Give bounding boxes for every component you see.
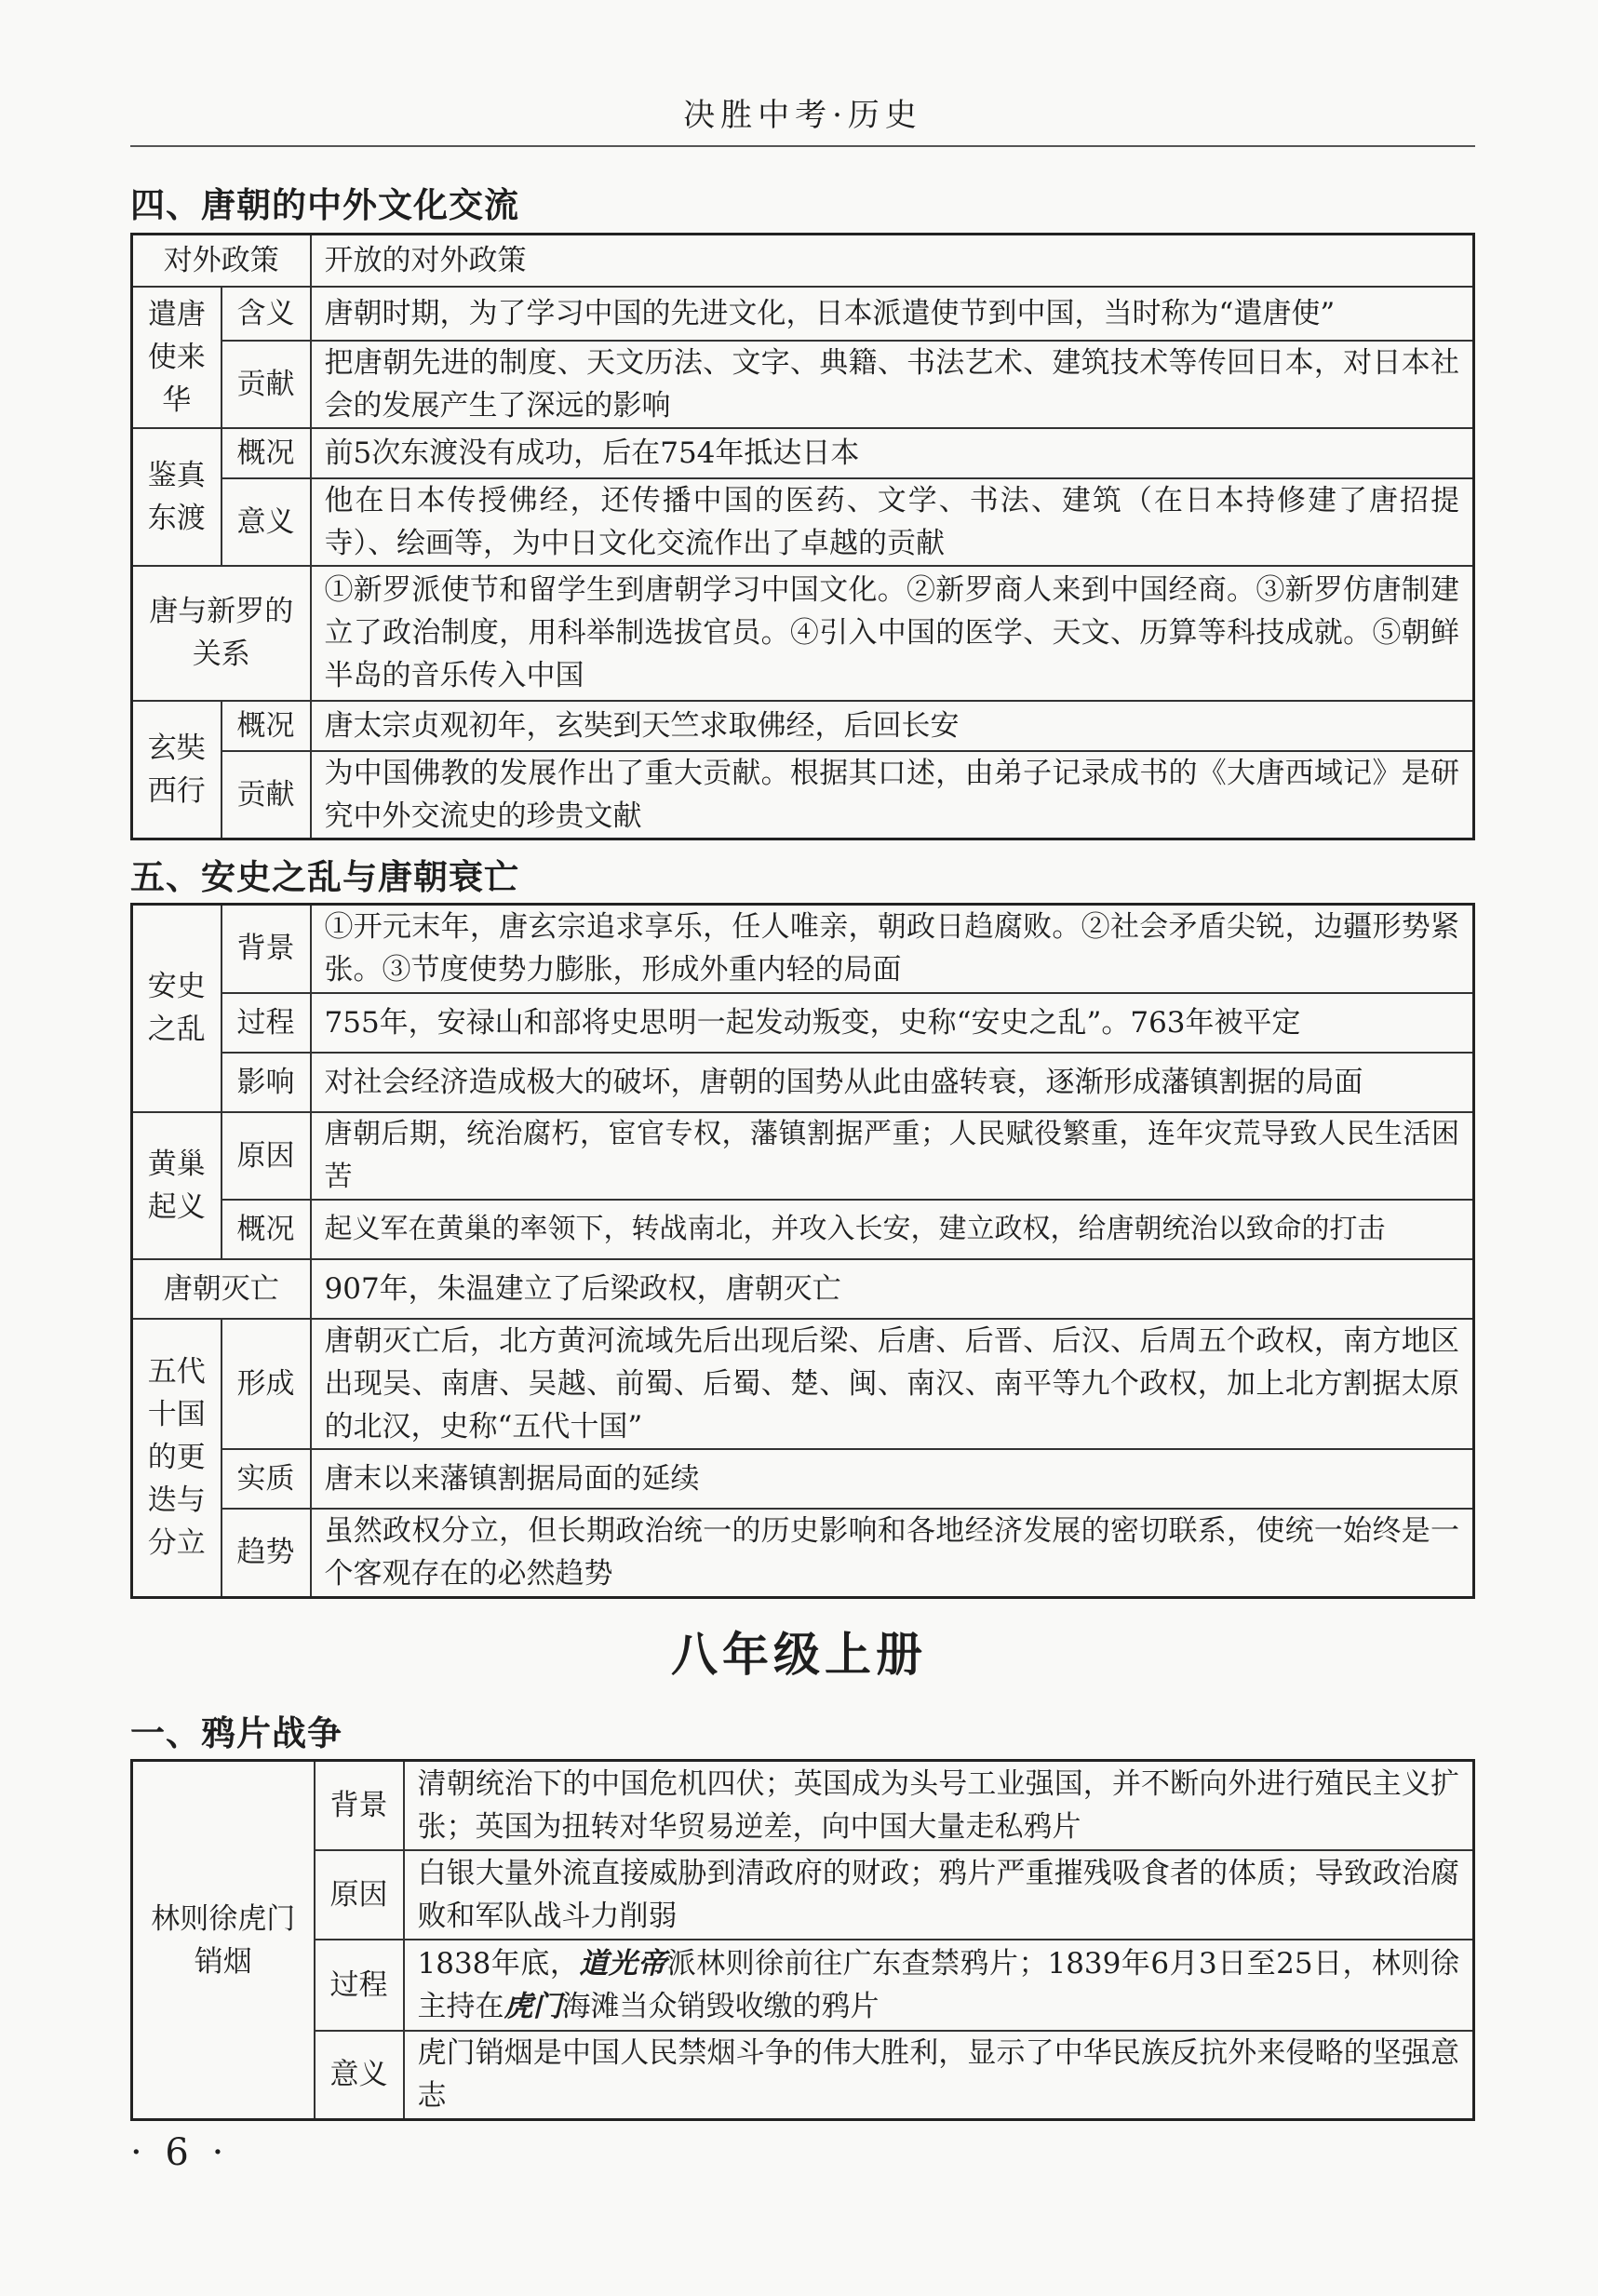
table-row [132,1509,1474,1598]
row-label: 唐与新罗的关系 [132,566,311,701]
page-header: 决胜中考·历史 [130,86,1475,147]
sub-label: 原因 [222,1112,311,1200]
table-row [132,235,1474,287]
table-row [132,701,1474,751]
table-row [132,905,1474,993]
table-row [132,993,1474,1053]
cell-content: 清朝统治下的中国危机四伏；英国成为头号工业强国，并不断向外进行殖民主义扩张；英国为扭转对华贸易逆差，向中国大量走私鸦片 [404,1761,1474,1850]
table-anshi [130,903,1475,1599]
cell-content: ①开元末年，唐玄宗追求享乐，任人唯亲，朝政日趋腐败。②社会矛盾尖锐，边疆形势紧张。③节度使势力膨胀，形成外重内轻的局面 [311,905,1474,993]
cell-content: 开放的对外政策 [311,235,1474,287]
sub-label: 概况 [222,701,311,751]
table-row [132,2031,1474,2120]
cell-content: 白银大量外流直接威胁到清政府的财政；鸦片严重摧残吸食者的体质；导致政治腐败和军队战斗力削弱 [404,1850,1474,1940]
table-tang-exchange [130,233,1475,840]
table-row [132,1449,1474,1509]
cell-content: 他在日本传授佛经，还传播中国的医药、文学、书法、建筑（在日本持修建了唐招提寺）、绘画等，为中日文化交流作出了卓越的贡献 [311,478,1474,566]
group-label: 遣唐使来华 [132,287,222,428]
row-label: 唐朝灭亡 [132,1259,311,1319]
page-number: · 6 · [130,2131,230,2174]
table-row [132,1940,1474,2031]
sub-label: 背景 [222,905,311,993]
text-segment: 1838年底， [417,1946,580,1980]
section-title-tang-exchange: 四、唐朝的中外文化交流 [130,185,519,225]
table-opium-war [130,1759,1475,2121]
table-row [132,1850,1474,1940]
sub-label: 贡献 [222,751,311,839]
text-segment: 海滩当众销毁收缴的鸦片 [561,1989,880,2023]
row-label: 对外政策 [132,235,311,287]
table-row [132,478,1474,566]
emphasis-humen: 虎门 [504,1989,562,2023]
table-row [132,1200,1474,1259]
cell-content: 唐朝灭亡后，北方黄河流域先后出现后梁、后唐、后晋、后汉、后周五个政权，南方地区出现吴、南唐、吴越、前蜀、后蜀、楚、闽、南汉、南平等九个政权，加上北方割据太原的北汉，史称“五代十国” [311,1319,1474,1449]
table-row [132,1319,1474,1449]
sub-label: 含义 [222,287,311,341]
cell-content: 唐朝后期，统治腐朽，宦官专权，藩镇割据严重；人民赋役繁重，连年灾荒导致人民生活困苦 [311,1112,1474,1200]
group-label: 鉴真东渡 [132,428,222,566]
table-row [132,566,1474,701]
sub-label: 原因 [315,1850,404,1940]
sub-label: 概况 [222,1200,311,1259]
cell-content: ①新罗派使节和留学生到唐朝学习中国文化。②新罗商人来到中国经商。③新罗仿唐制建立了政治制度，用科举制选拔官员。④引入中国的医学、天文、历算等科技成就。⑤朝鲜半岛的音乐传入中国 [311,566,1474,701]
sub-label: 实质 [222,1449,311,1509]
sub-label: 影响 [222,1053,311,1112]
cell-content: 755年，安禄山和部将史思明一起发动叛变，史称“安史之乱”。763年被平定 [311,993,1474,1053]
group-label: 黄巢起义 [132,1112,222,1259]
cell-content: 前5次东渡没有成功，后在754年抵达日本 [311,428,1474,478]
sub-label: 形成 [222,1319,311,1449]
sub-label: 意义 [222,478,311,566]
cell-content: 把唐朝先进的制度、天文历法、文字、典籍、书法艺术、建筑技术等传回日本，对日本社会的发展产生了深远的影响 [311,341,1474,428]
cell-content: 唐太宗贞观初年，玄奘到天竺求取佛经，后回长安 [311,701,1474,751]
table-row [132,1053,1474,1112]
group-label: 玄奘西行 [132,701,222,839]
table-row [132,428,1474,478]
sub-label: 意义 [315,2031,404,2120]
emphasis-daoguang: 道光帝 [579,1946,667,1980]
cell-content: 为中国佛教的发展作出了重大贡献。根据其口述，由弟子记录成书的《大唐西域记》是研究中外交流史的珍贵文献 [311,751,1474,839]
sub-label: 过程 [222,993,311,1053]
table-row [132,1259,1474,1319]
group-label: 五代十国的更迭与分立 [132,1319,222,1598]
sub-label: 过程 [315,1940,404,2031]
cell-content: 唐末以来藩镇割据局面的延续 [311,1449,1474,1509]
sub-label: 贡献 [222,341,311,428]
cell-content [404,1940,1474,2031]
table-row [132,1761,1474,1850]
table-row [132,287,1474,341]
grade-title: 八年级上册 [671,1628,927,1682]
sub-label: 趋势 [222,1509,311,1598]
section-title-anshi: 五、安史之乱与唐朝衰亡 [130,857,519,897]
section-title-opium-war: 一、鸦片战争 [130,1713,342,1753]
cell-content: 起义军在黄巢的率领下，转战南北，并攻入长安，建立政权，给唐朝统治以致命的打击 [311,1200,1474,1259]
text-segment: 派林则徐前往广东查禁鸦片；1839年6月3日至25日，林则徐主持在 [417,1946,1459,2023]
cell-content: 907年，朱温建立了后梁政权，唐朝灭亡 [311,1259,1474,1319]
table-row [132,751,1474,839]
sub-label: 背景 [315,1761,404,1850]
group-label: 安史之乱 [132,905,222,1112]
cell-content: 虎门销烟是中国人民禁烟斗争的伟大胜利，显示了中华民族反抗外来侵略的坚强意志 [404,2031,1474,2120]
cell-content: 虽然政权分立，但长期政治统一的历史影响和各地经济发展的密切联系，使统一始终是一个客观存在的必然趋势 [311,1509,1474,1598]
table-row [132,341,1474,428]
sub-label: 概况 [222,428,311,478]
cell-content: 对社会经济造成极大的破坏，唐朝的国势从此由盛转衰，逐渐形成藩镇割据的局面 [311,1053,1474,1112]
table-row [132,1112,1474,1200]
cell-content: 唐朝时期，为了学习中国的先进文化，日本派遣使节到中国，当时称为“遣唐使” [311,287,1474,341]
group-label: 林则徐虎门销烟 [132,1761,315,2120]
